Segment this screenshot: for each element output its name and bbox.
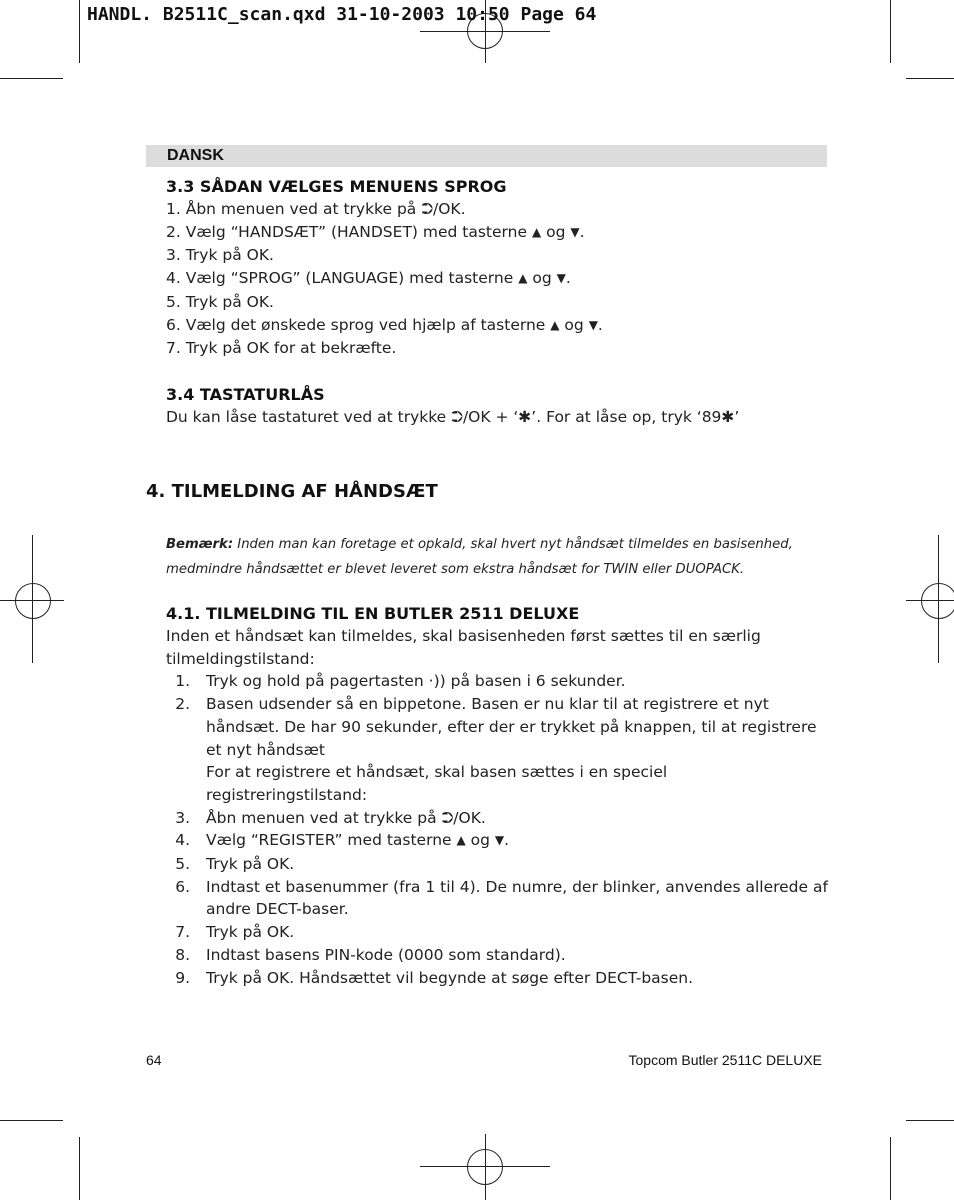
steps-3-3: [166, 198, 826, 360]
list-item: [166, 967, 831, 990]
crop-mark: [906, 600, 954, 601]
list-item: [166, 198, 826, 221]
step-text: Indtast basens PIN-kode (0000 som standard).: [206, 945, 566, 964]
step-number: 3.: [175, 808, 190, 827]
step-text: 3. Tryk på OK.: [166, 246, 274, 265]
step-text: .: [579, 222, 585, 241]
arrow-down-icon: ▼: [494, 833, 505, 848]
arrow-up-icon: ▲: [531, 224, 542, 239]
step-text: /OK.: [433, 200, 466, 218]
list-item: [166, 670, 831, 693]
note: [166, 532, 826, 582]
step-text: .: [565, 269, 571, 288]
menu-ok-icon: ⮊: [421, 200, 433, 218]
list-item: [166, 829, 831, 853]
section-title: 3.3 SÅDAN VÆLGES MENUENS SPROG: [166, 177, 507, 196]
step-extra-text: For at registrere et håndsæt, skal basen sættes i en speciel registreringstilstand:: [206, 763, 668, 804]
crop-mark: [420, 1166, 550, 1167]
list-item: [166, 944, 831, 967]
note-text: Inden man kan foretage et opkald, skal hvert nyt håndsæt tilmeldes en basisenhed, medmindre håndsættet er blevet leveret som ekstra håndsæt for TWIN eller DUOPACK.: [166, 537, 793, 577]
keylock-text-a: Du kan låse tastaturet ved at trykke: [166, 407, 452, 426]
keylock-text-c: ’. For at låse op, tryk ‘89: [531, 407, 722, 426]
step-text: på basen i 6 sekunder.: [445, 672, 626, 691]
list-item: [166, 921, 831, 944]
star-icon: ✱: [518, 407, 532, 426]
crop-mark: [32, 535, 33, 663]
crop-mark: [906, 78, 954, 79]
step-number: 4.: [175, 831, 190, 850]
step-number: 1.: [175, 672, 190, 691]
arrow-down-icon: ▼: [588, 317, 598, 332]
crop-mark: [0, 600, 64, 601]
step-text: .: [504, 831, 510, 850]
step-text: 6. Vælg det ønskede sprog ved hjælp af tasterne: [166, 315, 551, 334]
og-text: og: [465, 831, 495, 850]
crop-mark: [890, 1137, 891, 1200]
step-text: 7. Tryk på OK for at bekræfte.: [166, 339, 397, 358]
crop-mark: [906, 1120, 954, 1121]
og-text: og: [541, 222, 571, 241]
crop-mark: [0, 78, 63, 79]
keylock-text: [166, 406, 826, 429]
step-text: Tryk på OK. Håndsættet vil begynde at søge efter DECT-basen.: [206, 968, 694, 987]
step-text: 1. Åbn menuen ved at trykke på: [166, 200, 422, 218]
step-number: 2.: [175, 695, 190, 714]
step-text: 4. Vælg “SPROG” (LANGUAGE) med tasterne: [166, 269, 519, 288]
keylock-text-d: ’: [734, 407, 740, 426]
og-text: og: [559, 315, 589, 334]
step-text: /OK.: [453, 808, 486, 827]
step-number: 6.: [175, 877, 190, 896]
arrow-up-icon: ▲: [456, 833, 466, 848]
list-item: [166, 244, 826, 267]
step-number: 5.: [175, 855, 190, 874]
crop-mark: [79, 0, 80, 63]
step-text: 5. Tryk på OK.: [166, 292, 274, 311]
step-text: 2. Vælg “HANDSÆT” (HANDSET) med tasterne: [166, 222, 532, 241]
menu-ok-icon: ⮊: [441, 808, 454, 827]
section-4-title: 4. TILMELDING AF HÅNDSÆT: [146, 481, 438, 502]
step-text: Åbn menuen ved at trykke på: [206, 808, 442, 827]
list-item: [166, 693, 831, 807]
page-number: 64: [146, 1052, 162, 1068]
step-text: Vælg “REGISTER” med tasterne: [206, 831, 457, 850]
section-title: 4.1. TILMELDING TIL EN BUTLER 2511 DELUXE: [166, 604, 580, 623]
section-3-3: [166, 176, 826, 429]
section-4-1: [166, 603, 831, 989]
keylock-text-b: /OK + ‘: [462, 407, 519, 426]
product-name: Topcom Butler 2511C DELUXE: [628, 1052, 822, 1068]
step-number: 9.: [175, 968, 190, 987]
registration-mark: [15, 583, 51, 619]
step-number: 7.: [175, 923, 190, 942]
list-item: [166, 267, 826, 291]
star-icon: ✱: [721, 407, 735, 426]
crop-mark: [79, 1137, 80, 1200]
note-label: Bemærk:: [166, 537, 234, 552]
list-item: [166, 876, 831, 921]
list-item: [166, 314, 826, 338]
pager-icon: ·)): [428, 672, 446, 691]
step-text: Tryk og hold på pagertasten: [206, 672, 429, 691]
intro-text: Inden et håndsæt kan tilmeldes, skal basisenheden først sættes til en særlig tilmeldingstilstand:: [166, 627, 761, 668]
list-item: [166, 807, 831, 830]
list-item: [166, 221, 826, 245]
step-text: Basen udsender så en bippetone. Basen er nu klar til at registrere et nyt håndsæt. De har 90 sekunder, efter der er trykket på knappen, til at registrere et nyt håndsæt: [206, 695, 817, 759]
list-item: [166, 853, 831, 876]
crop-mark: [938, 535, 939, 663]
step-text: Tryk på OK.: [206, 923, 295, 942]
crop-mark: [890, 0, 891, 63]
step-number: 8.: [175, 945, 190, 964]
print-slug: HANDL. B2511C_scan.qxd 31-10-2003 10:50 Page 64: [87, 4, 597, 25]
crop-mark: [485, 1134, 486, 1200]
step-text: .: [597, 315, 603, 334]
og-text: og: [527, 269, 557, 288]
steps-4-1: [166, 670, 831, 989]
crop-mark: [0, 1120, 63, 1121]
list-item: [166, 291, 826, 314]
arrow-down-icon: ▼: [570, 224, 580, 239]
step-text: Indtast et basenummer (fra 1 til 4). De numre, der blinker, anvendes allerede af andre DECT-baser.: [206, 877, 828, 919]
arrow-up-icon: ▲: [518, 271, 528, 286]
arrow-down-icon: ▼: [556, 271, 566, 286]
arrow-up-icon: ▲: [550, 317, 560, 332]
language-band: [146, 145, 827, 167]
crop-mark: [420, 31, 550, 32]
list-item: [166, 337, 826, 360]
section-title: 3.4 TASTATURLÅS: [166, 384, 325, 404]
menu-ok-icon: ⮊: [451, 407, 463, 426]
language-label: DANSK: [167, 147, 224, 164]
step-text: Tryk på OK.: [206, 855, 295, 874]
